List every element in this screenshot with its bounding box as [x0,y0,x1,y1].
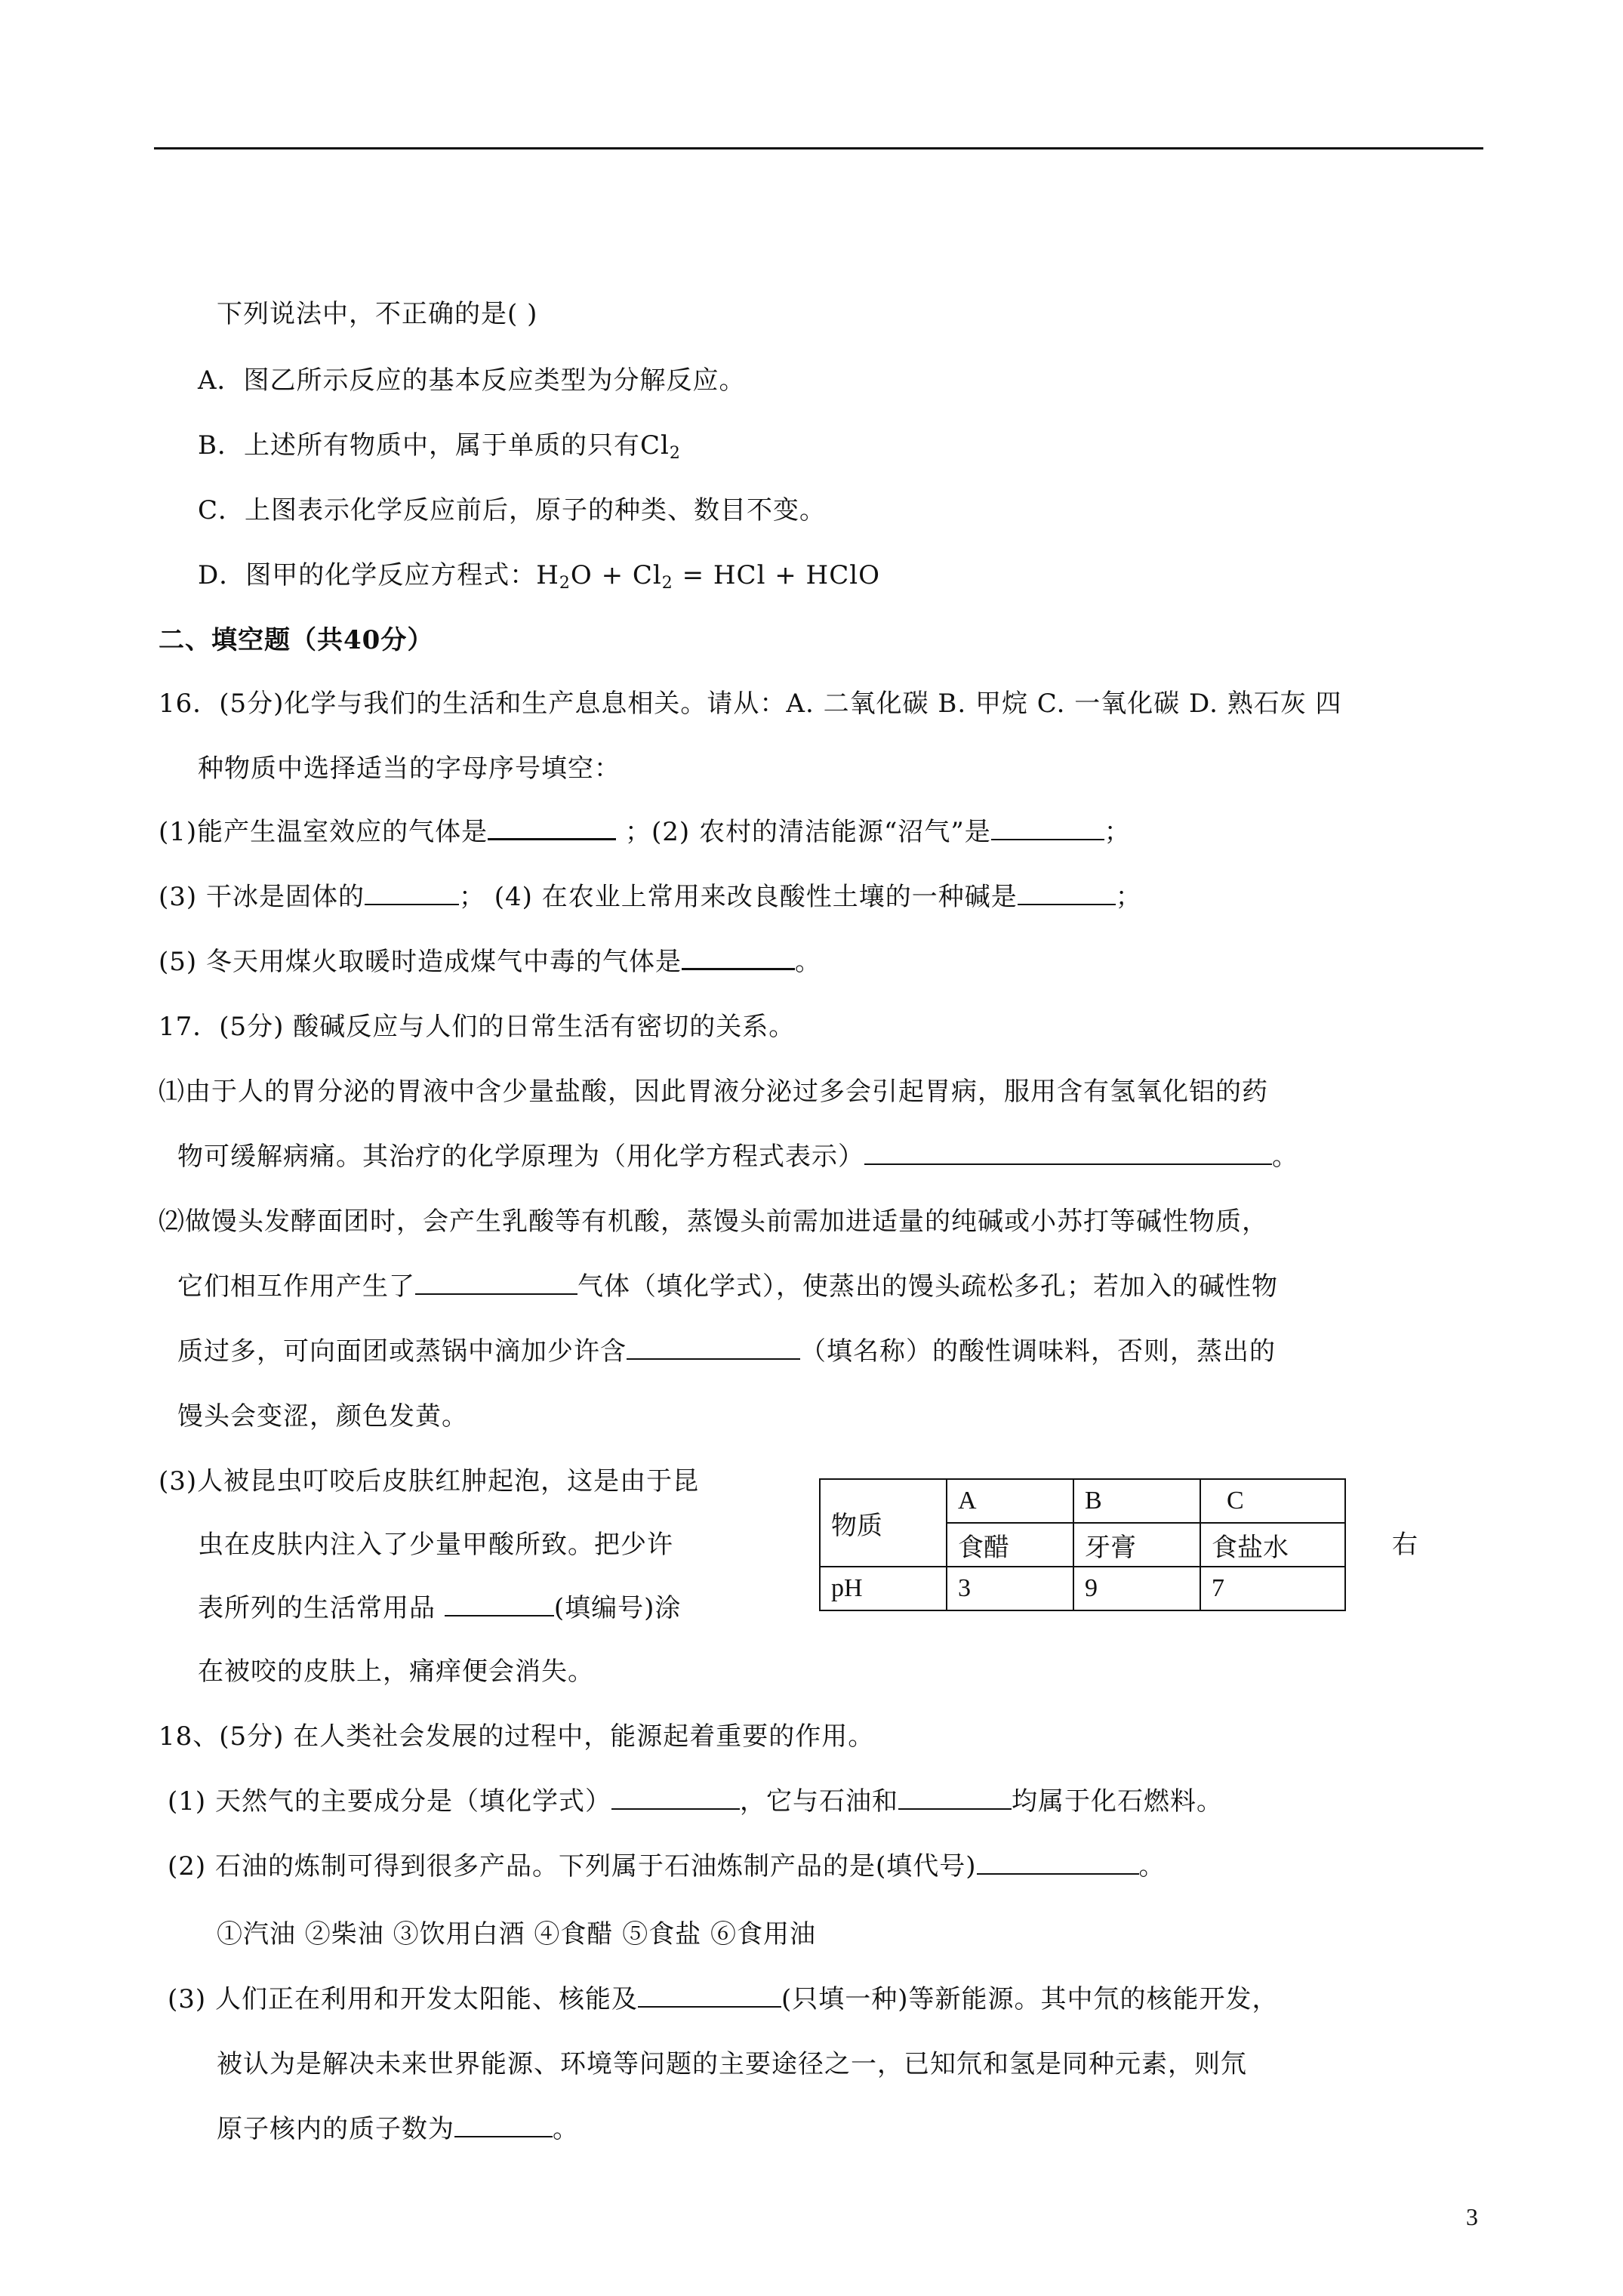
q15-option-b: B．上述所有物质中，属于单质的只有$Cl_2$ [198,430,681,463]
answer-blank[interactable] [991,816,1104,840]
q15-option-d: D．图甲的化学反应方程式：$H_2O + Cl_2$ = HCl + HClO [198,560,880,593]
q17-sub2-line1: ⑵做馒头发酵面团时，会产生乳酸等有机酸，蒸馒头前需加进适量的纯碱或小苏打等碱性物质， [159,1207,1268,1237]
q17-sub2-line3: 质过多，可向面团或蒸锅中滴加少许含 （填名称）的酸性调味料，否则，蒸出的 [177,1336,1276,1367]
q17-sub3-line1: (3)人被昆虫叮咬后皮肤红肿起泡，这是由于昆 [159,1466,700,1496]
ph-table [819,1478,1346,1611]
q17-sub3-line2: 虫在皮肤内注入了少量甲酸所致。把少许 [198,1530,673,1560]
answer-blank[interactable] [864,1141,1272,1165]
q17-sub2-line2: 它们相互作用产生了 气体（填化学式），使蒸出的馒头疏松多孔；若加入的碱性物 [177,1271,1278,1302]
answer-blank[interactable] [415,1271,577,1295]
q17-sub2-line4: 馒头会变涩，颜色发黄。 [177,1401,468,1432]
q17-sub3-line3: 表所列的生活常用品 (填编号)涂 [198,1593,682,1623]
table-cell-name-b: 牙膏 [1073,1523,1200,1567]
q15-option-c: C．上图表示化学反应前后，原子的种类、数目不变。 [198,495,827,525]
answer-blank[interactable] [638,1983,781,2008]
table-cell-ph-c: 7 [1200,1567,1345,1610]
section-heading: 二、填空题（共40分） [159,625,434,655]
q18-part1: (1) 天然气的主要成分是（填化学式） ，它与石油和 均属于化石燃料。 [168,1786,1223,1817]
q15-option-a: A．图乙所示反应的基本反应类型为分解反应。 [198,365,746,396]
page-number: 3 [1466,2203,1478,2230]
q17-sub3-right: 右 [1392,1530,1418,1560]
q17-sub1-line2: 物可缓解病痛。其治疗的化学原理为（用化学方程式表示） 。 [177,1142,1298,1172]
q18-part3-line2: 被认为是解决未来世界能源、环境等问题的主要途径之一，已知氘和氢是同种元素，则氘 [217,2049,1247,2079]
table-header-substance: 物质 [820,1479,947,1567]
header-rule [154,147,1483,149]
answer-blank[interactable] [488,815,616,840]
q16-intro: 16．(5分)化学与我们的生活和生产息息相关。请从：A. 二氧化碳 B. 甲烷 C. 一氧化碳 D. 熟石灰 四 [159,689,1342,719]
q18-options: ①汽油 ②柴油 ③饮用白酒 ④食醋 ⑤食盐 ⑥食用油 [217,1919,817,1949]
q17-sub1-line1: ⑴由于人的胃分泌的胃液中含少量盐酸，因此胃液分泌过多会引起胃病，服用含有氢氧化铝的药 [159,1077,1268,1107]
q18-part3-line1: (3) 人们正在利用和开发太阳能、核能及 (只填一种)等新能源。其中氘的核能开发， [168,1984,1279,2014]
q16-part5: (5) 冬天用煤火取暖时造成煤气中毒的气体是 。 [159,947,821,977]
q16-part1-2: (1)能产生温室效应的气体是 ；(2) 农村的清洁能源“沼气”是 ； [159,817,1131,847]
answer-blank[interactable] [365,881,459,905]
answer-blank[interactable] [1018,881,1116,905]
answer-blank[interactable] [682,945,795,970]
table-cell-ph-a: 3 [947,1567,1073,1610]
q18-part2: (2) 石油的炼制可得到很多产品。下列属于石油炼制产品的是(填代号) 。 [168,1851,1166,1881]
table-cell-letter-c: C [1200,1479,1345,1523]
answer-blank[interactable] [898,1786,1012,1810]
table-cell-letter-a: A [947,1479,1073,1523]
answer-blank[interactable] [445,1592,554,1616]
q17-intro: 17．(5分) 酸碱反应与人们的日常生活有密切的关系。 [159,1012,796,1042]
table-cell-name-c: 食盐水 [1200,1523,1345,1567]
answer-blank[interactable] [454,2113,553,2137]
q16-instruction: 种物质中选择适当的字母序号填空： [198,754,621,784]
q18-part3-line3: 原子核内的质子数为 。 [217,2114,579,2144]
q18-intro: 18、(5分) 在人类社会发展的过程中，能源起着重要的作用。 [159,1721,875,1752]
q17-sub3-line4: 在被咬的皮肤上，痛痒便会消失。 [198,1657,594,1687]
answer-blank[interactable] [627,1336,800,1360]
table-header-ph: pH [820,1567,947,1610]
table-cell-ph-b: 9 [1073,1567,1200,1610]
q16-part3-4: (3) 干冰是固体的 ； (4) 在农业上常用来改良酸性土壤的一种碱是 ； [159,882,1142,912]
table-cell-letter-b: B [1073,1479,1200,1523]
answer-blank[interactable] [977,1851,1139,1875]
answer-blank[interactable] [611,1786,740,1810]
q15-stem: 下列说法中，不正确的是( ) [217,299,538,329]
table-cell-name-a: 食醋 [947,1523,1073,1567]
